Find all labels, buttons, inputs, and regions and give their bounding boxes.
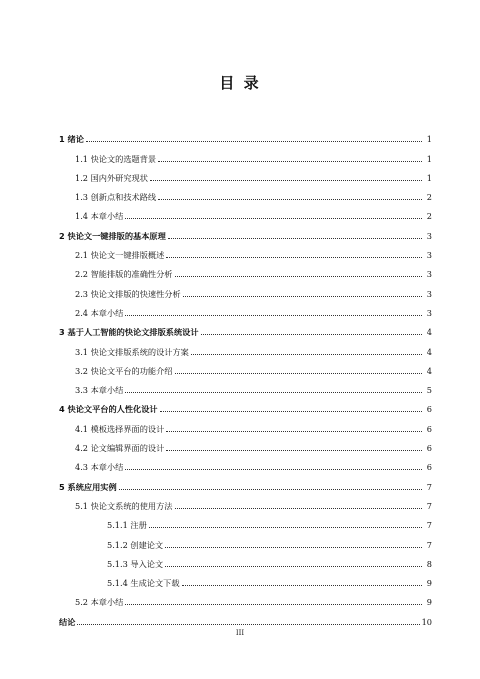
dot-leader (160, 411, 422, 412)
toc-entry[interactable] (59, 550, 432, 569)
toc-entry-label: 4.1 模板选择界面的设计 (75, 423, 165, 434)
dot-leader (191, 354, 422, 355)
dot-leader (175, 508, 423, 509)
dot-leader (158, 199, 422, 200)
toc-entry[interactable] (59, 511, 432, 530)
toc-entry-label: 2.1 快论文一键排版概述 (75, 250, 165, 261)
toc-entry-label: 5.1.2 创建论文 (107, 539, 164, 550)
dot-leader (158, 161, 422, 162)
dot-leader (125, 315, 422, 316)
dot-leader (183, 296, 422, 297)
toc-entry-label: 5.1 快论文系统的使用方法 (75, 500, 173, 511)
toc-entry-label: 结论 (59, 616, 76, 627)
toc-entry[interactable] (59, 337, 432, 356)
toc-entry-page: 7 (426, 500, 432, 511)
toc-entry[interactable] (59, 434, 432, 453)
dot-leader (150, 180, 422, 181)
dot-leader (175, 276, 423, 277)
toc-entry-label: 4.3 本章小结 (75, 462, 124, 473)
toc-entry[interactable] (59, 125, 432, 144)
toc-entry-label: 3 基于人工智能的快论文排版系统设计 (59, 327, 199, 338)
toc-entry-page: 9 (426, 597, 432, 608)
toc-entry-label: 1.4 本章小结 (75, 211, 124, 222)
toc-entry-page: 6 (426, 423, 432, 434)
dot-leader (125, 469, 422, 470)
toc-entry[interactable] (59, 453, 432, 472)
toc-entry[interactable] (59, 357, 432, 376)
toc-entry-page: 6 (426, 443, 432, 454)
toc-entry-label: 3.2 快论文平台的功能介绍 (75, 365, 173, 376)
toc-entry-label: 3.1 快论文排版系统的设计方案 (75, 346, 189, 357)
toc-entry-page: 4 (426, 346, 432, 357)
dot-leader (175, 373, 423, 374)
dot-leader (86, 141, 422, 142)
toc-entry-page: 2 (426, 192, 432, 203)
toc-entry[interactable] (59, 472, 432, 491)
toc-entry[interactable] (59, 202, 432, 221)
toc-entry-page: 3 (426, 269, 432, 280)
toc-title: 目 录 (219, 74, 261, 92)
toc-entry-label: 1.3 创新点和技术路线 (75, 192, 157, 203)
dot-leader (166, 431, 422, 432)
toc-entry-label: 5.1.4 生成论文下载 (107, 578, 180, 589)
toc-entry[interactable] (59, 299, 432, 318)
toc-entry-page: 4 (426, 327, 432, 338)
dot-leader (182, 585, 422, 586)
toc-entry-page: 3 (426, 307, 432, 318)
toc-entry[interactable] (59, 221, 432, 240)
toc-entry-label: 5.2 本章小结 (75, 597, 124, 608)
toc-entry-label: 5.1.1 注册 (107, 520, 147, 531)
toc-entry-page: 6 (426, 462, 432, 473)
toc-entry-page: 1 (426, 153, 432, 164)
toc-entry-page: 7 (426, 481, 432, 492)
toc-entry[interactable] (59, 588, 432, 607)
toc-entry-page: 8 (426, 558, 432, 569)
dot-leader (166, 450, 422, 451)
dot-leader (165, 547, 422, 548)
dot-leader (168, 238, 422, 239)
toc-entry-label: 1 绪论 (59, 134, 84, 145)
toc-entry[interactable] (59, 260, 432, 279)
toc-list (59, 125, 432, 627)
toc-entry-label: 1.1 快论文的选题背景 (75, 153, 157, 164)
toc-entry[interactable] (59, 318, 432, 337)
toc-entry-page: 4 (426, 365, 432, 376)
toc-entry[interactable] (59, 607, 432, 626)
toc-entry[interactable] (59, 241, 432, 260)
toc-entry-page: 2 (426, 211, 432, 222)
toc-entry-label: 2.4 本章小结 (75, 307, 124, 318)
toc-entry-label: 2.3 快论文排版的快速性分析 (75, 288, 181, 299)
toc-entry[interactable] (59, 414, 432, 433)
page-number-footer: III (235, 629, 245, 637)
toc-entry-page: 10 (421, 616, 432, 627)
dot-leader (166, 257, 422, 258)
dot-leader (119, 489, 422, 490)
toc-entry-label: 4.2 论文编辑界面的设计 (75, 443, 165, 454)
dot-leader (165, 566, 422, 567)
toc-entry[interactable] (59, 395, 432, 414)
toc-entry-page: 7 (426, 539, 432, 550)
toc-entry[interactable] (59, 530, 432, 549)
toc-entry[interactable] (59, 183, 432, 202)
toc-entry-label: 5 系统应用实例 (59, 481, 117, 492)
dot-leader (149, 527, 422, 528)
dot-leader (125, 218, 422, 219)
toc-entry-page: 1 (426, 172, 432, 183)
dot-leader (77, 624, 419, 625)
toc-entry-label: 4 快论文平台的人性化设计 (59, 404, 158, 415)
toc-entry[interactable] (59, 279, 432, 298)
toc-entry[interactable] (59, 376, 432, 395)
toc-entry[interactable] (59, 144, 432, 163)
dot-leader (125, 392, 422, 393)
toc-entry-page: 5 (426, 385, 432, 396)
toc-entry-page: 1 (426, 134, 432, 145)
toc-entry[interactable] (59, 569, 432, 588)
toc-entry[interactable] (59, 492, 432, 511)
toc-entry[interactable] (59, 164, 432, 183)
toc-entry-label: 5.1.3 导入论文 (107, 558, 164, 569)
toc-entry-page: 3 (426, 288, 432, 299)
toc-entry-label: 3.3 本章小结 (75, 385, 124, 396)
toc-entry-label: 2.2 智能排版的准确性分析 (75, 269, 173, 280)
toc-entry-page: 3 (426, 250, 432, 261)
toc-entry-page: 9 (426, 578, 432, 589)
dot-leader (125, 604, 422, 605)
toc-entry-label: 1.2 国内外研究现状 (75, 172, 148, 183)
toc-entry-label: 2 快论文一键排版的基本原理 (59, 230, 166, 241)
toc-entry-page: 3 (426, 230, 432, 241)
toc-entry-page: 7 (426, 520, 432, 531)
dot-leader (201, 334, 422, 335)
toc-entry-page: 6 (426, 404, 432, 415)
